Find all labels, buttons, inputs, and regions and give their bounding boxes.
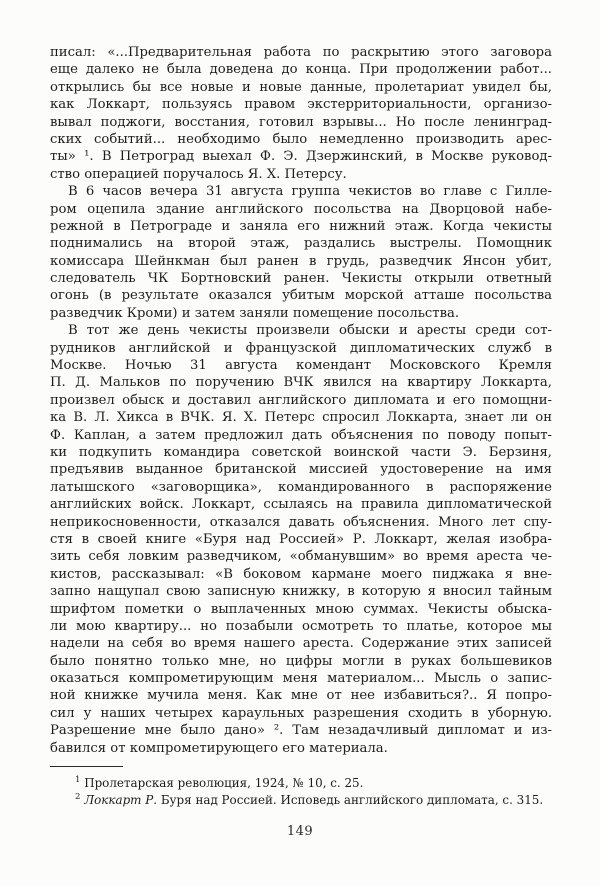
- text-line: ром оцепила здание английского посольства на Дворцовой набе-: [50, 201, 552, 217]
- footnotes: [50, 775, 552, 809]
- text-line: Разрешение мне было дано» ². Там незадачливый дипломат и из-: [50, 723, 552, 739]
- footnote-1: [50, 775, 552, 792]
- text-line: ка В. Л. Хикса в ВЧК. Я. Х. Петерс спросил Локкарта, знает ли он: [50, 410, 552, 426]
- text-line: кистов, рассказывал: «В боковом кармане моего пиджака я вне-: [50, 566, 552, 582]
- text-line: еще далеко не была доведена до конца. При продолжении работ...: [50, 62, 552, 78]
- text-line: В тот же день чекисты произвели обыски и аресты среди сот-: [68, 323, 552, 339]
- footnote-1-marker: 1: [75, 775, 81, 786]
- text-line: П. Д. Мальков по поручению ВЧК явился на квартиру Локкарта,: [50, 375, 552, 391]
- text-line: стя в своей книге «Буря над Россией» Р. Локкарт, желая изобра-: [50, 531, 552, 547]
- body-text: [50, 44, 552, 757]
- text-line: В 6 часов вечера 31 августа группа чекистов во главе с Гилле-: [68, 184, 552, 200]
- text-line: ли мою квартиру... но позабыли осмотреть то платье, которое мы: [50, 618, 552, 634]
- text-line: рудников английской и французской дипломатических служб в: [50, 340, 552, 356]
- text-line: предъявив выданное британской миссией удостоверение на имя: [50, 462, 552, 478]
- footnote-2-author: Локкарт Р.: [84, 793, 158, 807]
- footnote-2-text: Буря над Россией. Исповедь английского дипломата, с. 315.: [160, 793, 544, 807]
- text-line: комиссара Шейнкман был ранен в грудь, разведчик Янсон убит,: [50, 253, 552, 269]
- text-line: надели на себя во время нашего ареста. Содержание этих записей: [50, 636, 552, 652]
- text-line: запно нащупал свою записную книжку, в которую я вносил тайным: [50, 584, 552, 600]
- text-line: ских событий... необходимо было немедленно производить арес-: [50, 131, 552, 147]
- text-line: ты» ¹. В Петроград выехал Ф. Э. Дзержинский, в Москве руковод-: [50, 149, 552, 165]
- footnote-separator-rule: [50, 766, 123, 767]
- text-line: зить себя ловким разведчиком, «обманувшим» во время ареста че-: [50, 549, 552, 565]
- page-number: 149: [286, 824, 314, 839]
- text-line: латышского «заговорщика», командированного в распоряжение: [50, 479, 552, 495]
- text-line: ство операцией поручалось Я. Х. Петерсу.: [50, 166, 347, 182]
- text-line: английских войск. Локкарт, ссылаясь на правила дипломатической: [50, 497, 552, 513]
- text-line: Москве. Ночью 31 августа комендант Московского Кремля: [50, 358, 552, 374]
- text-line: оказаться компрометирующим меня материалом... Мысль о запис-: [50, 671, 552, 687]
- text-line: сил у наших четырех караульных разрешения сходить в уборную.: [50, 705, 552, 721]
- text-line: бавился от компрометирующего его материала.: [50, 740, 388, 756]
- text-line: режной в Петрограде и заняла его нижний этаж. Когда чекисты: [50, 218, 552, 234]
- text-line: Ф. Каплан, а затем предложил дать объяснения по поводу попыт-: [50, 427, 552, 443]
- text-line: шрифтом пометки о выплаченных мною суммах. Чекисты обыска-: [50, 601, 552, 617]
- text-line: произвел обыск и доставил английского дипломата и его помощни-: [50, 392, 552, 408]
- text-line: было понятно только мне, но цифры могли в руках большевиков: [50, 653, 552, 669]
- text-line: ной книжке мучила меня. Как мне от нее избавиться?.. Я попро-: [50, 688, 552, 704]
- footnote-1-text: Пролетарская революция, 1924, № 10, с. 25.: [84, 776, 364, 790]
- text-line: ки подкупить командира советской воинской части Э. Берзиня,: [50, 444, 552, 460]
- footnote-2: [50, 792, 552, 809]
- text-line: огонь (в результате оказался убитым морской атташе посольства: [50, 288, 552, 304]
- text-line: вывал поджоги, восстания, готовил взрывы... Но после ленинград-: [50, 114, 552, 130]
- text-line: как Локкарт, пользуясь правом экстерриториальности, организо-: [50, 97, 552, 113]
- text-line: писал: «...Предварительная работа по раскрытию этого заговора: [50, 45, 552, 60]
- text-line: открылись бы все новые и новые данные, пролетариат увидел бы,: [50, 79, 552, 95]
- text-line: разведчик Кроми) и затем заняли помещение посольства.: [50, 305, 460, 321]
- text-line: поднимались на второй этаж, раздались выстрелы. Помощник: [50, 236, 552, 252]
- footnote-2-marker: 2: [75, 792, 81, 803]
- text-line: неприкосновенности, отказался давать объяснения. Много лет спу-: [50, 514, 552, 530]
- text-line: следователь ЧК Бортновский ранен. Чекисты открыли ответный: [50, 271, 552, 287]
